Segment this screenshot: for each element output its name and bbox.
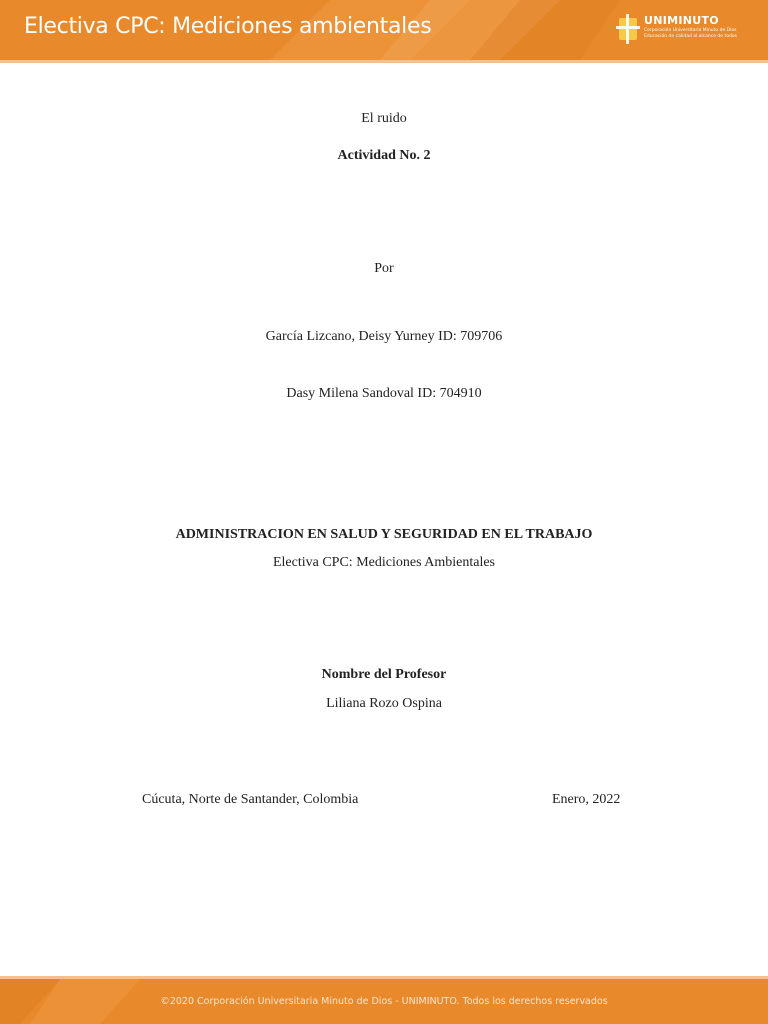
uniminuto-logo <box>616 12 746 48</box>
cover-topic: El ruido <box>361 111 407 126</box>
logo-tagline-1: Corporación Universitaria Minuto de Dios <box>644 28 737 33</box>
cover-by: Por <box>374 261 394 276</box>
logo-name: UNIMINUTO <box>644 14 719 27</box>
logo-mark-icon <box>616 14 640 44</box>
logo-tagline-2: Educación de calidad al alcance de todos <box>644 34 737 39</box>
cover-author-2: Dasy Milena Sandoval ID: 704910 <box>286 386 482 401</box>
cover-author-1: García Lizcano, Deisy Yurney ID: 709706 <box>265 329 503 344</box>
cover-professor-label: Nombre del Profesor <box>321 667 447 682</box>
cover-course: Electiva CPC: Mediciones Ambientales <box>272 555 496 570</box>
cover-program: ADMINISTRACION EN SALUD Y SEGURIDAD EN EL TRABAJO <box>175 527 593 542</box>
header-title: Electiva CPC: Mediciones ambientales <box>24 14 432 39</box>
document-header-band <box>0 0 768 60</box>
cover-place: Cúcuta, Norte de Santander, Colombia <box>142 792 359 807</box>
document-footer-band <box>0 979 768 1024</box>
cover-date: Enero, 2022 <box>552 792 621 807</box>
header-divider <box>0 60 768 63</box>
cover-professor-name: Liliana Rozo Ospina <box>326 696 442 711</box>
footer-copyright: ©2020 Corporación Universitaria Minuto de Dios - UNIMINUTO. Todos los derechos reservados <box>160 996 608 1007</box>
cover-activity: Actividad No. 2 <box>337 148 431 163</box>
